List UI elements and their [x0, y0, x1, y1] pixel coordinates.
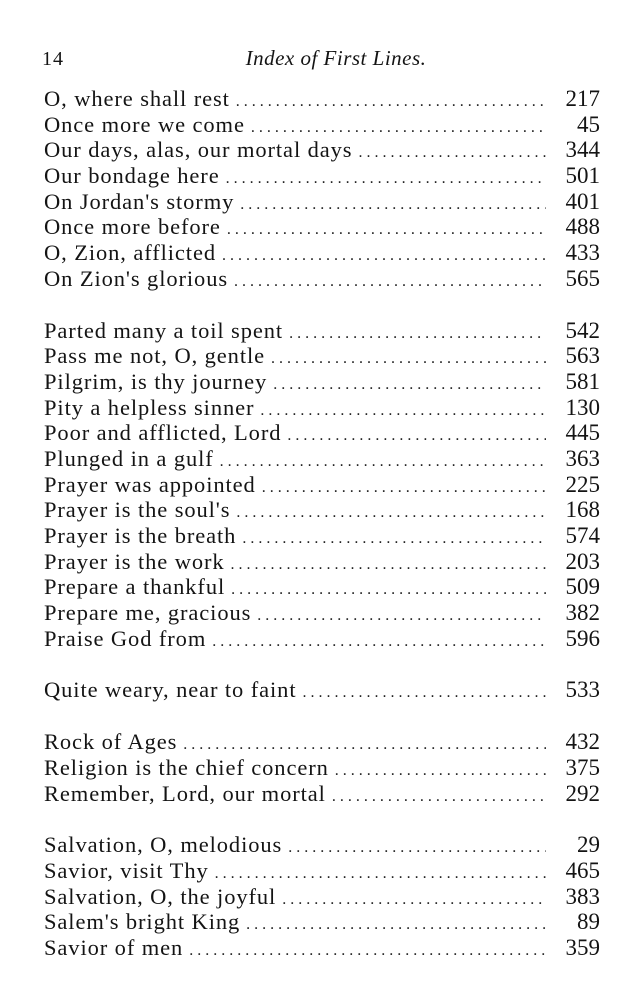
running-title: Index of First Lines.: [245, 46, 427, 70]
index-entry: [44, 858, 600, 884]
dot-leader: [189, 938, 546, 964]
dot-leader: [262, 475, 546, 501]
index-entry: [44, 497, 600, 523]
first-line-text: Pity a helpless sinner: [44, 394, 255, 420]
hymn-number: 401: [565, 188, 600, 214]
hymn-number: 130: [565, 394, 600, 420]
first-line-text: O, Zion, afflicted: [44, 240, 216, 266]
index-group-r: [44, 729, 600, 806]
hymn-number: 465: [565, 857, 600, 883]
first-line-text: Prayer is the soul's: [44, 497, 231, 523]
hymn-number: 581: [565, 368, 600, 394]
index-entry: [44, 729, 600, 755]
index-entry: [44, 446, 600, 472]
first-line-text: Salem's bright King: [44, 909, 241, 935]
dot-leader: [335, 758, 546, 784]
dot-leader: [332, 784, 546, 810]
first-line-text: Praise God from: [44, 625, 207, 651]
first-lines-index: [44, 86, 600, 987]
dot-leader: [358, 140, 546, 166]
first-line-text: Remember, Lord, our mortal: [44, 780, 326, 806]
dot-leader: [288, 835, 546, 861]
first-line-text: Our bondage here: [44, 163, 220, 189]
dot-leader: [242, 526, 546, 552]
hymn-number: 574: [565, 523, 600, 548]
index-entry: [44, 137, 600, 163]
dot-leader: [246, 912, 546, 938]
index-entry: [44, 781, 600, 807]
first-line-text: O, where shall rest: [44, 86, 230, 111]
dot-leader: [271, 346, 546, 372]
dot-leader: [287, 423, 546, 449]
index-group-p: [44, 318, 600, 652]
first-line-text: Prayer is the work: [44, 548, 225, 574]
index-entry: [44, 86, 600, 112]
first-line-text: Salvation, O, melodious: [44, 832, 283, 858]
first-line-text: Prepare a thankful: [44, 574, 226, 600]
hymn-number: 217: [565, 86, 600, 111]
dot-leader: [227, 217, 546, 243]
dot-leader: [282, 887, 546, 913]
dot-leader: [289, 321, 546, 347]
dot-leader: [220, 449, 546, 475]
dot-leader: [231, 552, 546, 578]
dot-leader: [257, 603, 546, 629]
first-line-text: Pilgrim, is thy journey: [44, 368, 268, 394]
dot-leader: [260, 398, 546, 424]
index-entry: [44, 214, 600, 240]
dot-leader: [226, 166, 546, 192]
hymn-number: 501: [565, 163, 600, 189]
first-line-text: Prepare me, gracious: [44, 600, 252, 626]
first-line-text: Savior, visit Thy: [44, 857, 209, 883]
hymn-number: 565: [565, 265, 600, 291]
index-entry: [44, 677, 600, 703]
index-entry: [44, 600, 600, 626]
dot-leader: [212, 629, 546, 655]
index-entry: [44, 369, 600, 395]
index-entry: [44, 112, 600, 138]
hymn-number: 29: [577, 832, 600, 858]
hymn-number: 45: [577, 111, 600, 137]
first-line-text: On Jordan's stormy: [44, 188, 235, 214]
first-line-text: Our days, alas, our mortal days: [44, 137, 353, 163]
index-entry: [44, 395, 600, 421]
index-group-q: [44, 677, 600, 703]
dot-leader: [234, 269, 546, 295]
index-entry: [44, 755, 600, 781]
hymn-number: 433: [565, 240, 600, 266]
index-entry: [44, 832, 600, 858]
index-entry: [44, 343, 600, 369]
index-entry: [44, 909, 600, 935]
first-line-text: Poor and afflicted, Lord: [44, 420, 282, 446]
hymn-number: 203: [565, 548, 600, 574]
dot-leader: [236, 89, 546, 115]
index-entry: [44, 549, 600, 575]
hymn-number: 509: [565, 574, 600, 600]
hymn-number: 375: [565, 754, 600, 780]
index-group-o: [44, 86, 600, 292]
index-entry: [44, 626, 600, 652]
hymn-number: 344: [565, 137, 600, 163]
first-line-text: Once more before: [44, 214, 221, 240]
hymn-number: 563: [565, 343, 600, 369]
first-line-text: Salvation, O, the joyful: [44, 883, 277, 909]
hymn-number: 363: [565, 445, 600, 471]
first-line-text: Rock of Ages: [44, 729, 178, 755]
hymn-number: 432: [565, 729, 600, 755]
dot-leader: [222, 243, 546, 269]
hymn-number: 533: [565, 677, 600, 703]
index-entry: [44, 189, 600, 215]
index-entry: [44, 574, 600, 600]
page-number: 14: [42, 48, 64, 70]
first-line-text: Pass me not, O, gentle: [44, 343, 266, 369]
first-line-text: Plunged in a gulf: [44, 445, 214, 471]
index-entry: [44, 163, 600, 189]
first-line-text: Savior of men: [44, 934, 184, 960]
hymn-number: 292: [565, 780, 600, 806]
index-entry: [44, 472, 600, 498]
index-entry: [44, 523, 600, 549]
index-group-s: [44, 832, 600, 960]
first-line-text: Prayer is the breath: [44, 523, 237, 548]
dot-leader: [273, 372, 546, 398]
index-entry: [44, 420, 600, 446]
index-entry: [44, 318, 600, 344]
hymn-number: 445: [565, 420, 600, 446]
hymn-number: 488: [565, 214, 600, 240]
hymn-number: 168: [565, 497, 600, 523]
dot-leader: [231, 577, 546, 603]
dot-leader: [302, 680, 546, 706]
hymn-number: 596: [565, 625, 600, 651]
index-entry: [44, 884, 600, 910]
first-line-text: Parted many a toil spent: [44, 317, 284, 343]
dot-leader: [240, 192, 546, 218]
first-line-text: On Zion's glorious: [44, 265, 229, 291]
hymn-number: 225: [565, 471, 600, 497]
dot-leader: [236, 500, 546, 526]
first-line-text: Quite weary, near to faint: [44, 677, 297, 703]
first-line-text: Prayer was appointed: [44, 471, 256, 497]
page-header: [42, 46, 600, 74]
hymn-number: 359: [565, 934, 600, 960]
first-line-text: Religion is the chief concern: [44, 754, 329, 780]
hymn-number: 542: [565, 317, 600, 343]
index-entry: [44, 266, 600, 292]
index-entry: [44, 935, 600, 961]
hymn-number: 383: [565, 883, 600, 909]
index-entry: [44, 240, 600, 266]
hymn-number: 382: [565, 600, 600, 626]
first-line-text: Once more we come: [44, 111, 245, 137]
hymn-number: 89: [577, 909, 600, 935]
